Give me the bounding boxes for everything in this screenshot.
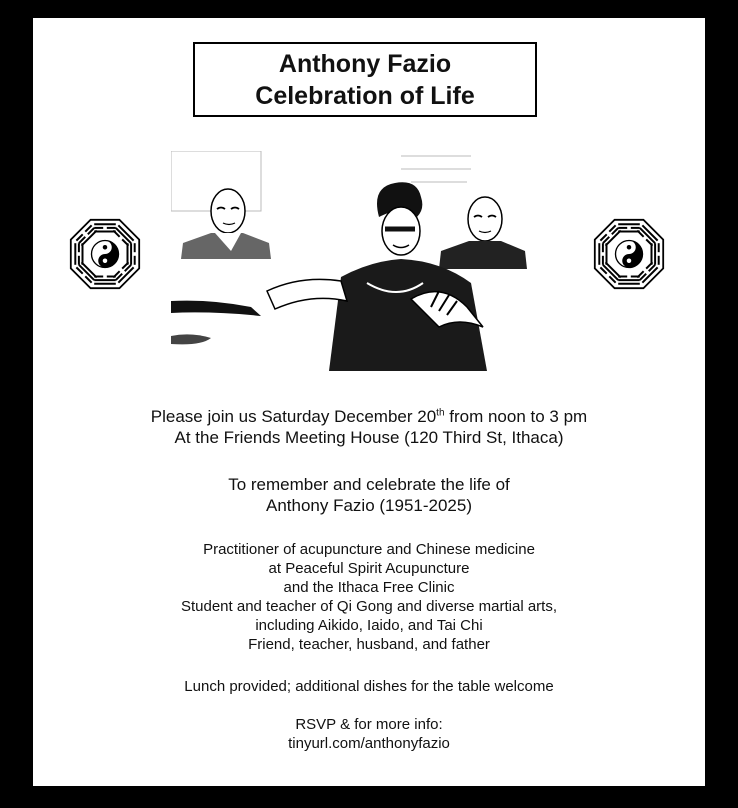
bio-line: at Peaceful Spirit Acupuncture <box>268 560 470 577</box>
bagua-yin-yang-icon <box>593 218 665 290</box>
bio-line: Friend, teacher, husband, and father <box>248 636 490 653</box>
date-ordinal-suffix: th <box>436 407 445 419</box>
event-location-line: At the Friends Meeting House (120 Third St, Ithaca) <box>174 428 564 447</box>
name-years-line: Anthony Fazio (1951-2025) <box>265 496 473 515</box>
bio-line: Practitioner of acupuncture and Chinese medicine <box>203 541 535 558</box>
remember-line: To remember and celebrate the life of <box>228 475 510 494</box>
bio-section <box>33 540 705 654</box>
bio-line: and the Ithaca Free Clinic <box>283 579 455 596</box>
event-details <box>33 406 705 448</box>
bio-line: Student and teacher of Qi Gong and diverse martial arts, <box>180 598 558 615</box>
rsvp-link[interactable]: tinyurl.com/anthonyfazio <box>288 735 450 752</box>
lunch-line: Lunch provided; additional dishes for the table welcome <box>184 678 554 695</box>
rsvp-section <box>33 715 705 753</box>
flyer-page <box>33 18 705 786</box>
remember-section <box>33 474 705 516</box>
event-time-text: from noon to 3 pm <box>444 407 588 426</box>
title-subtitle: Celebration of Life <box>255 81 475 110</box>
lunch-section <box>33 677 705 696</box>
portrait-photo <box>171 151 567 371</box>
event-date-line <box>33 406 705 427</box>
event-date-text: Please join us Saturday December 20 <box>150 407 437 426</box>
title-box <box>193 42 537 117</box>
bagua-yin-yang-icon <box>69 218 141 290</box>
rsvp-line: RSVP & for more info: <box>295 716 443 733</box>
title-name: Anthony Fazio <box>278 49 452 78</box>
bio-line: including Aikido, Iaido, and Tai Chi <box>255 617 483 634</box>
